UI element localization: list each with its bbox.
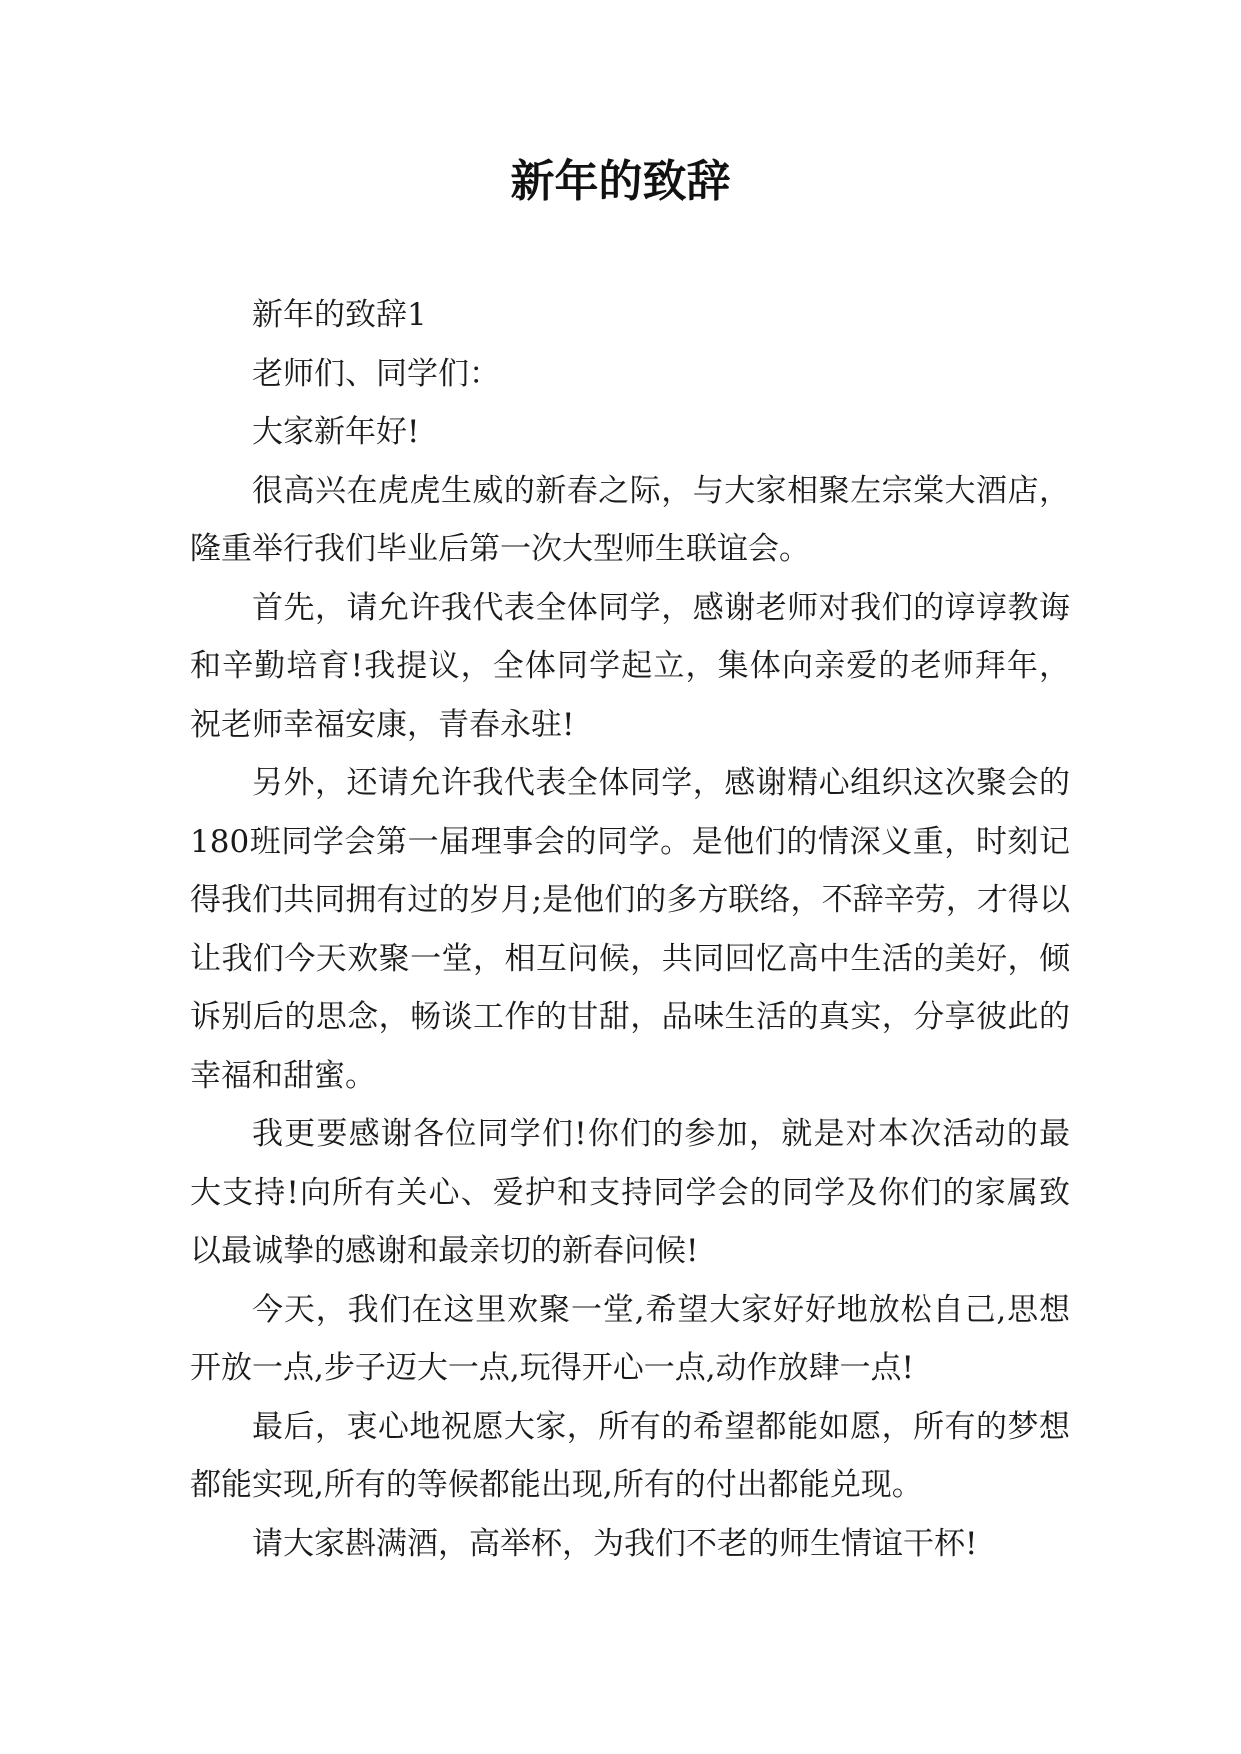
paragraph-toast: 请大家斟满酒，高举杯，为我们不老的师生情谊干杯! — [252, 1525, 978, 1562]
document-title: 新年的致辞 — [510, 156, 731, 207]
paragraph-wishes: 最后，衷心地祝愿大家，所有的希望都能如愿，所有的梦想都能实现,所有的等候都能出现,所有的付出都能兑现。 — [190, 1408, 1070, 1503]
paragraph-opening: 很高兴在虎虎生威的新春之际，与大家相聚左宗棠大酒店，隆重举行我们毕业后第一次大型师生联谊会。 — [190, 472, 1070, 567]
paragraph-greeting: 大家新年好! — [252, 414, 420, 450]
paragraph-thanks-organizers: 另外，还请允许我代表全体同学，感谢精心组织这次聚会的180班同学会第一届理事会的同学。是他们的情深义重，时刻记得我们共同拥有过的岁月;是他们的多方联络，不辞辛劳，才得以让我们今天欢聚一堂，相互问候，共同回忆高中生活的美好，倾诉别后的思念，畅谈工作的甘甜，品味生活的真实，分享彼此的幸福和甜蜜。 — [190, 765, 1070, 1094]
document-body — [190, 286, 1070, 1573]
paragraph-thanks-teachers: 首先，请允许我代表全体同学，感谢老师对我们的谆谆教诲和辛勤培育!我提议，全体同学起立，集体向亲爱的老师拜年，祝老师幸福安康，青春永驻! — [190, 589, 1070, 743]
paragraph-thanks-classmates: 我更要感谢各位同学们!你们的参加，就是对本次活动的最大支持!向所有关心、爱护和支持同学会的同学及你们的家属致以最诚挚的感谢和最亲切的新春问候! — [190, 1116, 1070, 1269]
paragraph-today: 今天，我们在这里欢聚一堂,希望大家好好地放松自己,思想开放一点,步子迈大一点,玩得开心一点,动作放肆一点! — [190, 1291, 1070, 1386]
paragraph-heading: 新年的致辞1 — [252, 297, 427, 333]
paragraph-salutation: 老师们、同学们： — [252, 355, 500, 392]
